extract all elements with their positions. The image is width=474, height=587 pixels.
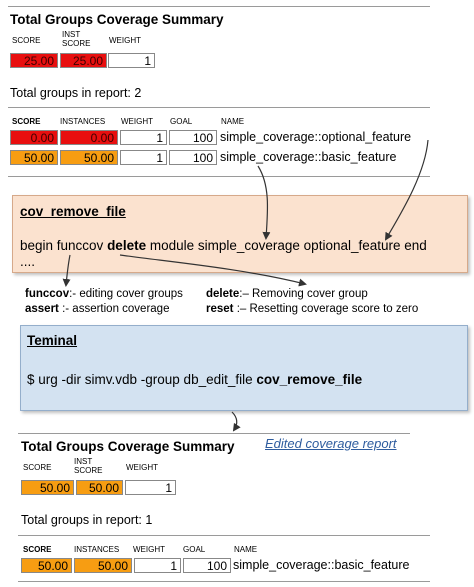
group-instances-cell: 50.00 [74,558,132,573]
group-instances-cell: 0.00 [60,130,118,145]
header-weight: WEIGHT [109,36,141,45]
arrow-delete-legend [120,255,305,284]
edit-file-line2: .... [20,254,36,269]
group-weight-cell: 1 [120,130,167,145]
group-header-weight: WEIGHT [121,117,153,126]
legend-delete-desc: :– Removing cover group [239,288,368,300]
group-header-instances: INSTANCES [60,117,106,126]
summary-inst-score-cell: 50.00 [76,480,123,495]
group-goal-cell: 100 [169,130,217,145]
group-header-name: NAME [234,545,258,554]
edited-report-label: Edited coverage report [265,436,397,451]
summary-weight-cell: 1 [108,53,155,68]
arrow-funccov-legend [66,255,70,285]
group-weight-cell: 1 [120,150,167,165]
group-header-goal: GOAL [183,545,206,554]
group-weight-cell: 1 [134,558,181,573]
summary-title: Total Groups Coverage Summary [10,12,224,27]
terminal-title: Teminal [27,333,78,348]
header-inst: INST [74,457,93,466]
group-score-cell: 0.00 [10,130,58,145]
edit-file-prefix: begin funccov [20,238,108,253]
legend-assert-desc: :- assertion coverage [58,303,170,315]
summary-inst-score-cell: 25.00 [60,53,107,68]
edit-file-suffix: module simple_coverage optional_feature end [146,238,427,253]
groups-count: Total groups in report: 1 [21,513,153,527]
group-name: simple_coverage::basic_feature [233,558,410,572]
groups-count: Total groups in report: 2 [10,86,142,100]
group-score-cell: 50.00 [21,558,72,573]
edit-file-title: cov_remove_file [20,204,126,219]
summary-score-cell: 50.00 [21,480,74,495]
legend-reset-desc: :– Resetting coverage score to zero [233,303,419,315]
group-score-cell: 50.00 [10,150,58,165]
arrow-basic-to-module [258,166,268,238]
header-score: SCORE [23,463,52,472]
group-instances-cell: 50.00 [60,150,118,165]
group-name: simple_coverage::basic_feature [220,150,397,164]
arrow-terminal-to-report [232,412,237,430]
group-name: simple_coverage::optional_feature [220,130,412,144]
terminal-command-file: cov_remove_file [256,372,363,387]
summary-score-cell: 25.00 [10,53,58,68]
legend-reset-key: reset [206,303,234,315]
group-header-name: NAME [221,117,245,126]
summary-weight-cell: 1 [125,480,176,495]
group-header-goal: GOAL [170,117,193,126]
group-header-score: SCORE [12,117,41,126]
legend-funccov-key: funccov [25,288,70,300]
group-header-weight: WEIGHT [133,545,165,554]
header-inst: INST [62,30,81,39]
header-weight: WEIGHT [126,463,158,472]
header-inst-score: SCORE [74,466,103,475]
group-goal-cell: 100 [183,558,231,573]
header-inst-score: SCORE [62,39,91,48]
legend-funccov-desc: :- editing cover groups [69,288,183,300]
group-header-score: SCORE [23,545,52,554]
legend-delete-key: delete [206,288,240,300]
group-goal-cell: 100 [169,150,217,165]
group-header-instances: INSTANCES [74,545,120,554]
header-score: SCORE [12,36,41,45]
legend-assert-key: assert [25,303,59,315]
terminal-command-prefix: $ urg -dir simv.vdb -group db_edit_file [27,372,257,387]
arrow-optional-to-feature [386,140,428,239]
summary-title: Total Groups Coverage Summary [21,439,235,454]
edit-file-keyword: delete [107,238,147,253]
